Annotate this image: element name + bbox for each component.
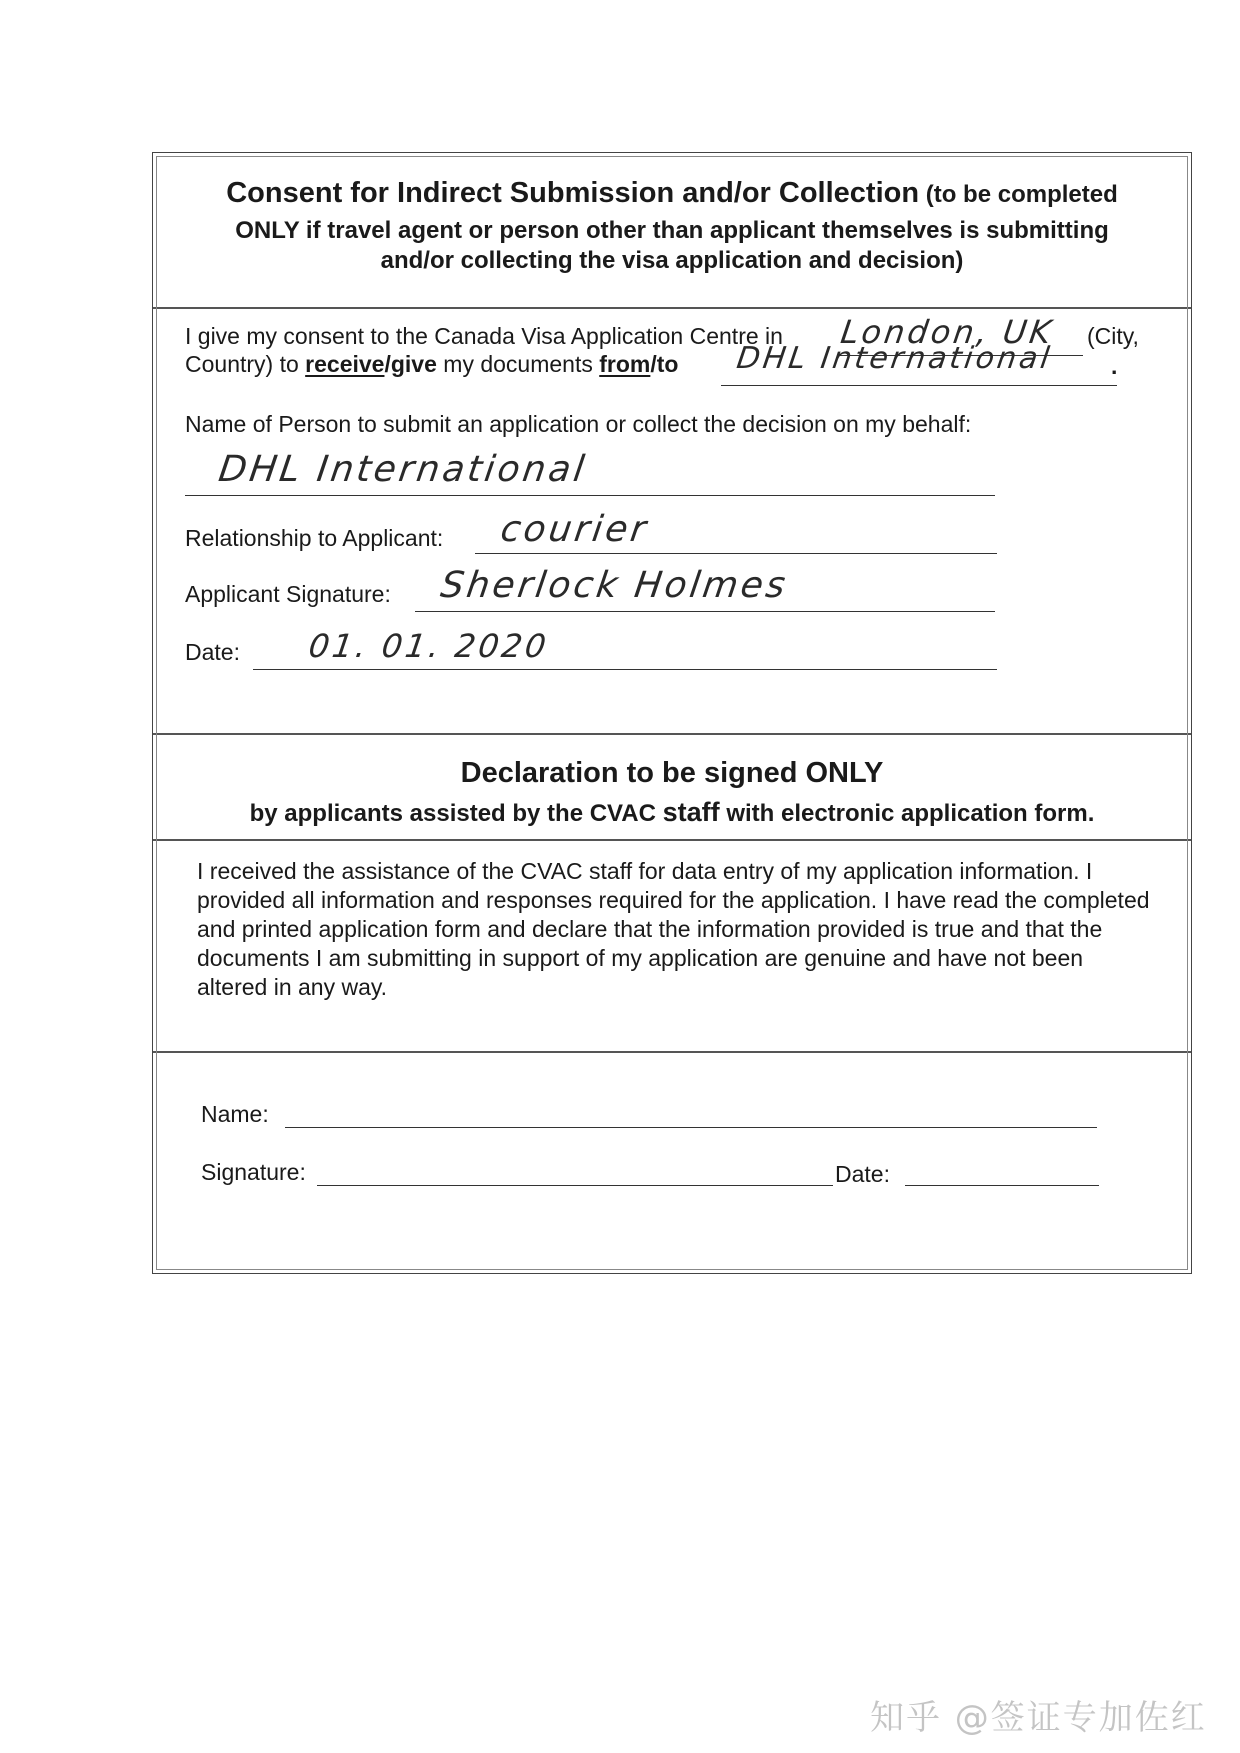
divider xyxy=(153,839,1191,841)
give-word: /give xyxy=(384,351,437,377)
date-label: Date: xyxy=(185,639,240,665)
declaration-paragraph: I received the assistance of the CVAC staff for data entry of my application information. I provided all information and responses required for the application. I have read the completed and printed application form and declare that the information provided is true and that the documents I am submitting in support of my application are genuine and have not been altered in any way. xyxy=(197,858,1150,1000)
person-label: Name of Person to submit an application or collect the decision on my behalf: xyxy=(185,411,972,437)
decl-signature-field[interactable] xyxy=(317,1185,833,1186)
from-word: from xyxy=(599,351,651,377)
consent-line1-city: (City, xyxy=(1087,323,1139,349)
consent-line1-text: I give my consent to the Canada Visa Application Centre in xyxy=(185,323,783,349)
consent-title-line2: ONLY if travel agent or person other than applicant themselves is submitting xyxy=(235,217,1109,244)
from-to-value[interactable]: DHL International xyxy=(734,341,1055,376)
relationship-label: Relationship to Applicant: xyxy=(185,525,444,551)
period: . xyxy=(1111,353,1118,379)
to-word: /to xyxy=(650,351,679,377)
declaration-sign xyxy=(153,1055,1191,1273)
declaration-body xyxy=(153,843,1191,1049)
person-value[interactable]: DHL International xyxy=(216,449,590,490)
watermark: 知乎 @签证专加佐红 xyxy=(870,1698,1207,1738)
city-country-value[interactable]: London, UK xyxy=(838,313,1057,351)
declaration-subtitle-pre: by applicants assisted by the CVAC xyxy=(249,800,656,827)
declaration-subtitle-post: with electronic application form. xyxy=(726,800,1095,827)
consent-title: Consent for Indirect Submission and/or Collection xyxy=(226,177,920,209)
divider xyxy=(153,733,1191,735)
consent-header xyxy=(153,153,1191,307)
from-to-line xyxy=(721,385,1117,386)
consent-line2-country: Country) to xyxy=(185,351,299,377)
person-line xyxy=(185,495,995,496)
date-value[interactable]: 01. 01. 2020 xyxy=(306,627,552,665)
decl-name-field[interactable] xyxy=(285,1127,1097,1128)
signature-line xyxy=(415,611,995,612)
decl-signature-label: Signature: xyxy=(201,1159,306,1185)
divider xyxy=(153,1051,1191,1053)
consent-line2-documents: my documents xyxy=(443,351,593,377)
consent-title-paren: (to be completed xyxy=(925,181,1118,208)
consent-title-line3: and/or collecting the visa application and decision) xyxy=(380,247,964,274)
date-line xyxy=(253,669,997,670)
receive-word: receive xyxy=(305,351,385,377)
signature-label: Applicant Signature: xyxy=(185,581,391,607)
declaration-title: Declaration to be signed ONLY xyxy=(460,757,884,789)
relationship-value[interactable]: courier xyxy=(498,509,652,550)
relationship-line xyxy=(475,553,997,554)
decl-date-label: Date: xyxy=(835,1161,890,1187)
consent-form xyxy=(152,152,1192,1274)
declaration-subtitle-staff: staff xyxy=(662,797,720,827)
decl-date-field[interactable] xyxy=(905,1185,1099,1186)
decl-name-label: Name: xyxy=(201,1101,269,1127)
signature-value[interactable]: Sherlock Holmes xyxy=(438,565,791,606)
declaration-header xyxy=(153,737,1191,837)
